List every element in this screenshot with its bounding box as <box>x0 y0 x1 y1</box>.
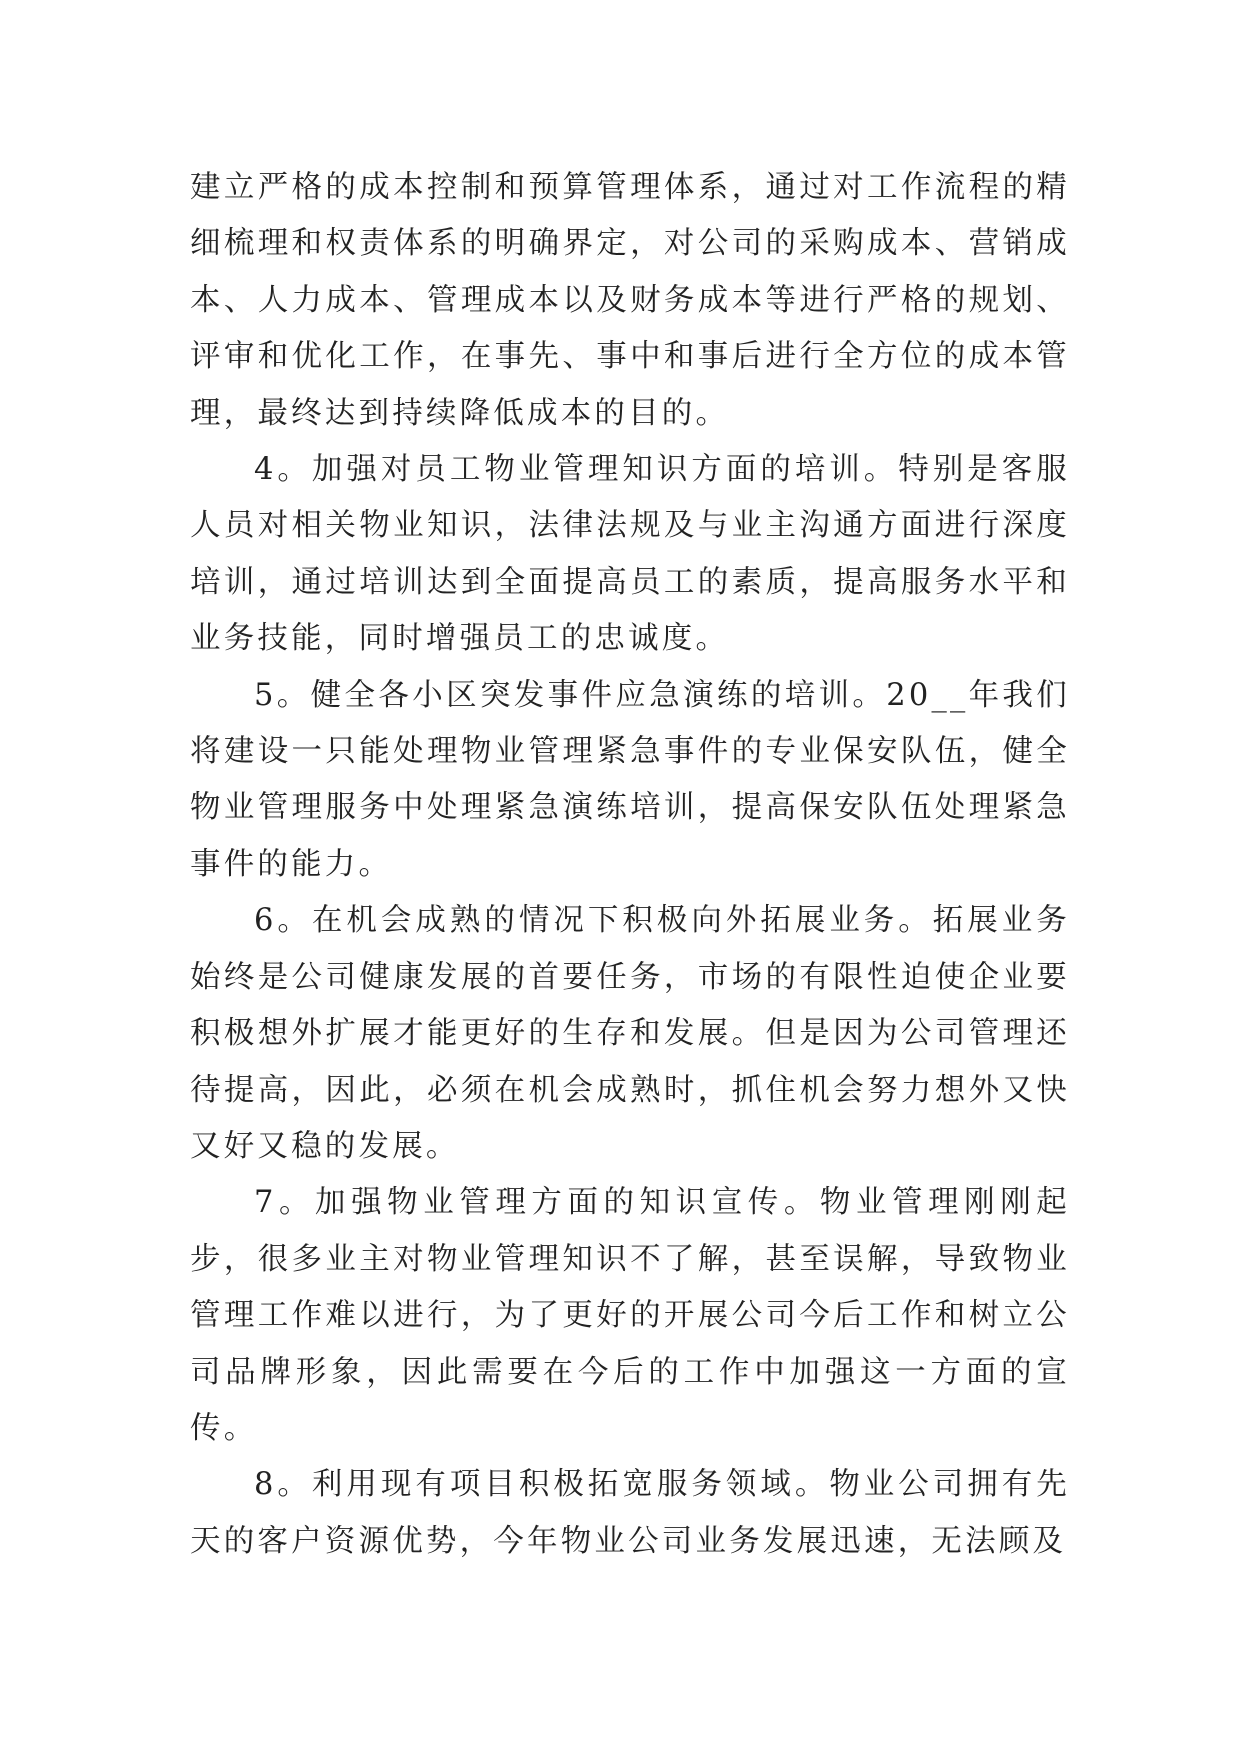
paragraph-item-6: 6。在机会成熟的情况下积极向外拓展业务。拓展业务始终是公司健康发展的首要任务，市场的有限性迫使企业要积极想外扩展才能更好的生存和发展。但是因为公司管理还待提高，因此，必须在机会成熟时，抓住机会努力想外又快又好又稳的发展。 <box>190 903 1070 1164</box>
document-body <box>190 160 1070 1570</box>
paragraph-item-4: 4。加强对员工物业管理知识方面的培训。特别是客服人员对相关物业知识，法律法规及与业主沟通方面进行深度培训，通过培训达到全面提高员工的素质，提高服务水平和业务技能，同时增强员工的忠诚度。 <box>190 452 1070 657</box>
paragraph-cost-control: 建立严格的成本控制和预算管理体系，通过对工作流程的精细梳理和权责体系的明确界定，对公司的采购成本、营销成本、人力成本、管理成本以及财务成本等进行严格的规划、评审和优化工作，在事先、事中和事后进行全方位的成本管理，最终达到持续降低成本的目的。 <box>190 170 1070 431</box>
paragraph-item-5: 5。健全各小区突发事件应急演练的培训。20__年我们将建设一只能处理物业管理紧急事件的专业保安队伍，健全物业管理服务中处理紧急演练培训，提高保安队伍处理紧急事件的能力。 <box>190 677 1070 882</box>
paragraph-item-7: 7。加强物业管理方面的知识宣传。物业管理刚刚起步，很多业主对物业管理知识不了解，甚至误解，导致物业管理工作难以进行，为了更好的开展公司今后工作和树立公司品牌形象，因此需要在今后的工作中加强这一方面的宣传。 <box>190 1185 1070 1446</box>
paragraph-item-8: 8。利用现有项目积极拓宽服务领域。物业公司拥有先天的客户资源优势，今年物业公司业务发展迅速，无法顾及 <box>190 1467 1070 1559</box>
